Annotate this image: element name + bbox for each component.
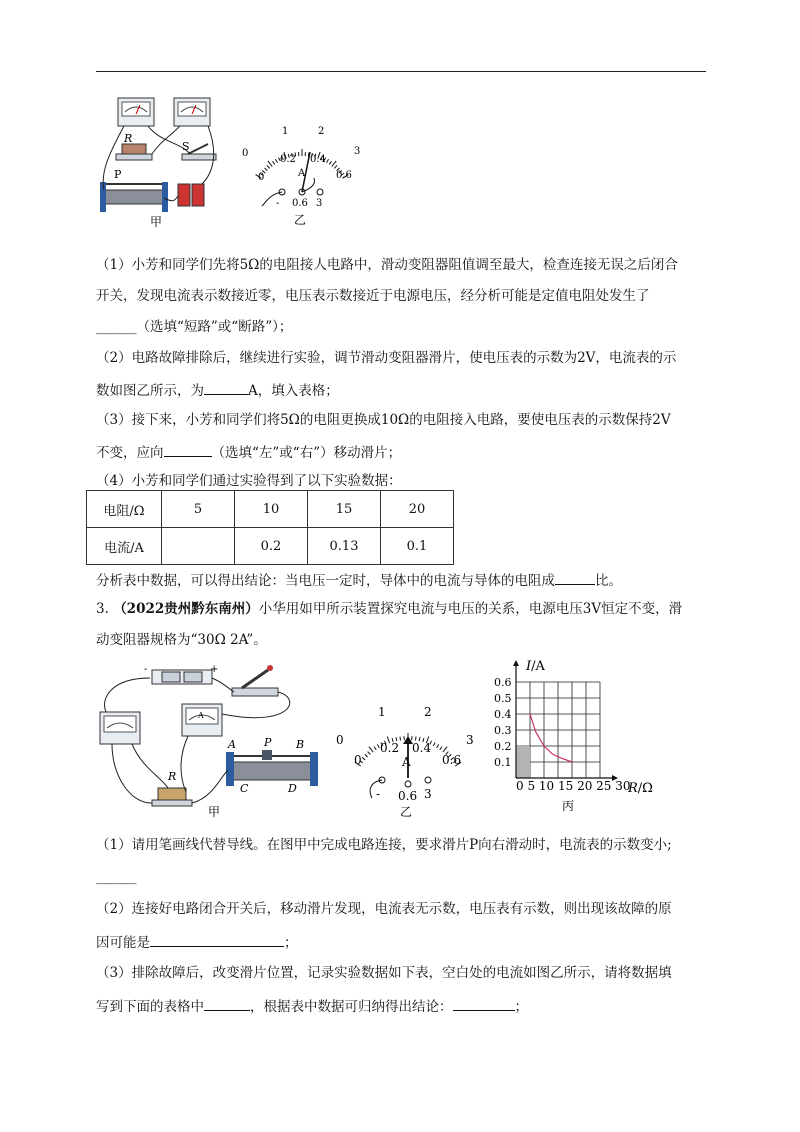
label-r-2: R [168,770,177,783]
q2-p1-line3 [96,318,708,336]
q2-p3-text-a: 不变，应向 [96,445,164,461]
chart-series-line [530,714,572,762]
dial-tick [327,159,329,162]
figure2-circuit [92,658,492,826]
caption-yi-2: 乙 [400,805,413,819]
q2-p1-options: （选填“短路”或“断路”）； [136,319,293,335]
dial-tick [268,161,272,166]
chart-xlabel: R/Ω [628,781,653,796]
table-cell: 15 [308,491,381,528]
label-r: R [124,132,133,145]
table-cell: 0.13 [308,528,381,565]
table-row [87,491,454,528]
dial-tick [440,747,442,750]
q2-conclusion-end: 比。 [595,573,622,589]
q3-stem-line2: 动变阻器规格为“30Ω 2A”。 [96,632,267,648]
dial-tick [332,161,336,166]
dial2-top-2: 2 [424,705,432,719]
chart-y-arrow [513,660,519,666]
dial1-scale-0-4: 0.4 [310,154,326,165]
dial2-top-1: 1 [378,705,386,719]
dial2-top-0: 0 [336,733,344,747]
q3-stem-line1 [96,600,708,618]
q3-p2-text-a: 因可能是 [96,935,150,951]
dial-tick [368,752,371,755]
table-row [87,528,454,565]
q3-source: （2022贵州黔东南州） [113,601,259,617]
q2-p2-text-a: 数如图乙所示，为 [96,383,204,399]
table-cell: 0.1 [381,528,454,565]
label-p: P [114,168,122,181]
rheostat-b: B [296,738,305,751]
dial2-top-3: 3 [466,733,474,747]
table-cell-blank[interactable] [162,528,235,565]
ammeter-dial-2 [336,705,474,803]
battery-pos: + [210,664,219,675]
table-cell: 5 [162,491,235,528]
q2-p2-line2 [96,380,708,400]
dial2-bottom-0: 0 [354,753,362,767]
label-s: S [182,140,190,153]
chart-ylabel: I/A [526,659,545,674]
q2-p1-blank[interactable]: ______ [96,319,137,335]
rheostat-2 [226,736,318,795]
q3-p2-blank[interactable] [150,932,284,947]
q3-p3-blank-2[interactable] [453,996,515,1011]
switch-2 [232,665,278,696]
rheostat-a: A [228,738,236,751]
battery-2 [144,664,218,684]
chart-y-tick-label: 0.1 [494,756,512,769]
dial-tick [369,747,373,752]
rheostat-p: P [264,736,272,749]
dial1-terminal-0-6: 0.6 [292,198,308,209]
q3-p3-text-a: 写到下面的表格中 [96,999,204,1015]
dial-tick [433,742,435,746]
dial-tick [437,744,439,747]
dial2-terminal-0-6: 0.6 [398,789,418,803]
q3-p2-text-b: ； [284,935,298,951]
table-cell: 20 [381,491,454,528]
dial-tick [365,754,368,757]
q2-p3-line1: （3）接下来，小芳和同学们将5Ω的电阻更换成10Ω的电阻接入电路，要使电压表的示数保持2V [96,412,671,428]
q2-p1-line1: （1）小芳和同学们先将5Ω的电阻接人电路中，滑动变阻器阻值调至最大，检查连接无误之后闭合 [96,257,678,273]
q3-p2-line2 [96,932,708,952]
dial1-top-2: 2 [318,126,325,137]
q3-number: 3. [96,601,109,617]
table-cell: 10 [235,491,308,528]
dial-tick [362,757,365,760]
q2-p1-line2: 开关，发现电流表示数接近零，电压表示数接近于电源电压，经分析可能是定值电阻处发生了 [96,288,650,304]
dial-tick [265,168,268,171]
caption-bing: 丙 [562,799,575,813]
rheostat-c: C [240,782,249,795]
dial-tick [267,166,270,169]
resistor-r-2 [152,770,192,806]
meter-box-right [174,98,210,126]
dial2-bottom-0-6: 0.6 [442,753,462,767]
chart-y-tick-label: 0.4 [494,708,512,721]
battery-neg: - [144,664,148,675]
chart-bing [492,658,672,820]
q3-p3-text-c: ； [514,999,528,1015]
ammeter-2 [182,704,222,736]
q2-conclusion [96,570,708,590]
q3-p1-line2[interactable]: ______ [96,869,137,885]
dial1-unit: A [298,168,306,179]
dial2-unit: A [402,755,411,769]
q3-p3-line1: （3）排除故障后，改变滑片位置，记录实验数据如下表，空白处的电流如图乙所示，请将数据填 [96,965,672,981]
q3-p1-line1: （1）请用笔画线代替导线。在图甲中完成电路连接，要求滑片P向右滑动时，电流表的示数变小; [96,837,672,853]
dial1-terminal-3: 3 [316,198,323,209]
q2-p3-blank[interactable] [164,442,212,457]
dial-tick [443,747,447,752]
table-cell: 电流/A [87,528,162,565]
q2-p2-blank[interactable] [204,380,248,395]
caption-jia-1: 甲 [150,215,163,229]
q3-p2-line1: （2）连接好电路闭合开关后，移动滑片发现，电流表无示数，电压表有示数，则出现该故障的原 [96,901,672,917]
q2-p3-text-b: （选填“左”或“右”）移动滑片； [211,445,402,461]
chart-y-tick-label: 0.3 [494,724,512,737]
ammeter-dial-1 [242,126,360,209]
dial2-terminal-3: 3 [424,787,432,801]
dial-tick [329,161,331,164]
figure1 [90,92,390,232]
table-cell: 0.2 [235,528,308,565]
resistor-r [116,144,152,160]
dial1-scale-0: 0 [258,172,265,183]
q3-p3-text-b: ，根据表中数据可归纳得出结论： [250,999,453,1015]
q2-p2-line1: （2）电路故障排除后，继续进行实验，调节滑动变阻器滑片，使电压表的示数为2V，电流表的示 [96,350,677,366]
battery [178,184,204,206]
rheostat-d: D [288,782,297,795]
meter-box-left [118,98,154,126]
ammeter2-unit: A [198,711,204,720]
q2-conclusion-text: 分析表中数据，可以得出结论：当电压一定时，导体中的电流与导体的电阻成 [96,573,555,589]
q2-data-table [86,490,454,565]
q3-stem-a: 小华用如甲所示装置探究电流与电压的关系，电源电压3V恒定不变，滑 [258,601,683,617]
voltmeter-2 [100,712,140,744]
dial1-top-3: 3 [354,146,361,157]
dial1-top-1: 1 [282,126,289,137]
chart-y-tick-label: 0.2 [494,740,512,753]
dial2-terminal-neg: - [376,787,381,801]
q3-p3-line2 [96,996,708,1016]
chart-shaded-region [516,746,530,778]
dial1-scale-0-2: 0.2 [280,154,296,165]
dial-tick [415,737,416,741]
caption-yi-1: 乙 [294,213,307,227]
dial-tick [400,737,401,741]
dial1-scale-0-6: 0.6 [336,170,352,181]
q2-conclusion-blank[interactable] [555,570,595,585]
dial-tick [273,161,275,164]
q2-p3-line2 [96,442,708,462]
chart-x-tick-labels: 0 5 10 15 20 25 30 [516,779,631,793]
chart-y-tick-label: 0.6 [494,676,512,689]
header-rule [96,71,706,72]
chart-y-tick-label: 0.5 [494,692,512,705]
dial2-bottom-0-4: 0.4 [412,741,432,755]
dial-tick [374,747,376,750]
rheostat [100,182,168,212]
caption-jia-2: 甲 [208,805,221,819]
dial2-bottom-0-2: 0.2 [380,741,400,755]
dial-tick [334,166,337,169]
dial1-terminal-neg: - [276,198,280,209]
dial-tick [275,159,277,162]
q2-p4-line1: （4）小芳和同学们通过实验得到了以下实验数据： [96,473,402,489]
q3-p3-blank-1[interactable] [204,996,250,1011]
dial1-top-0: 0 [242,148,249,159]
q2-p2-text-b: A，填入表格； [248,383,339,399]
table-cell: 电阻/Ω [87,491,162,528]
